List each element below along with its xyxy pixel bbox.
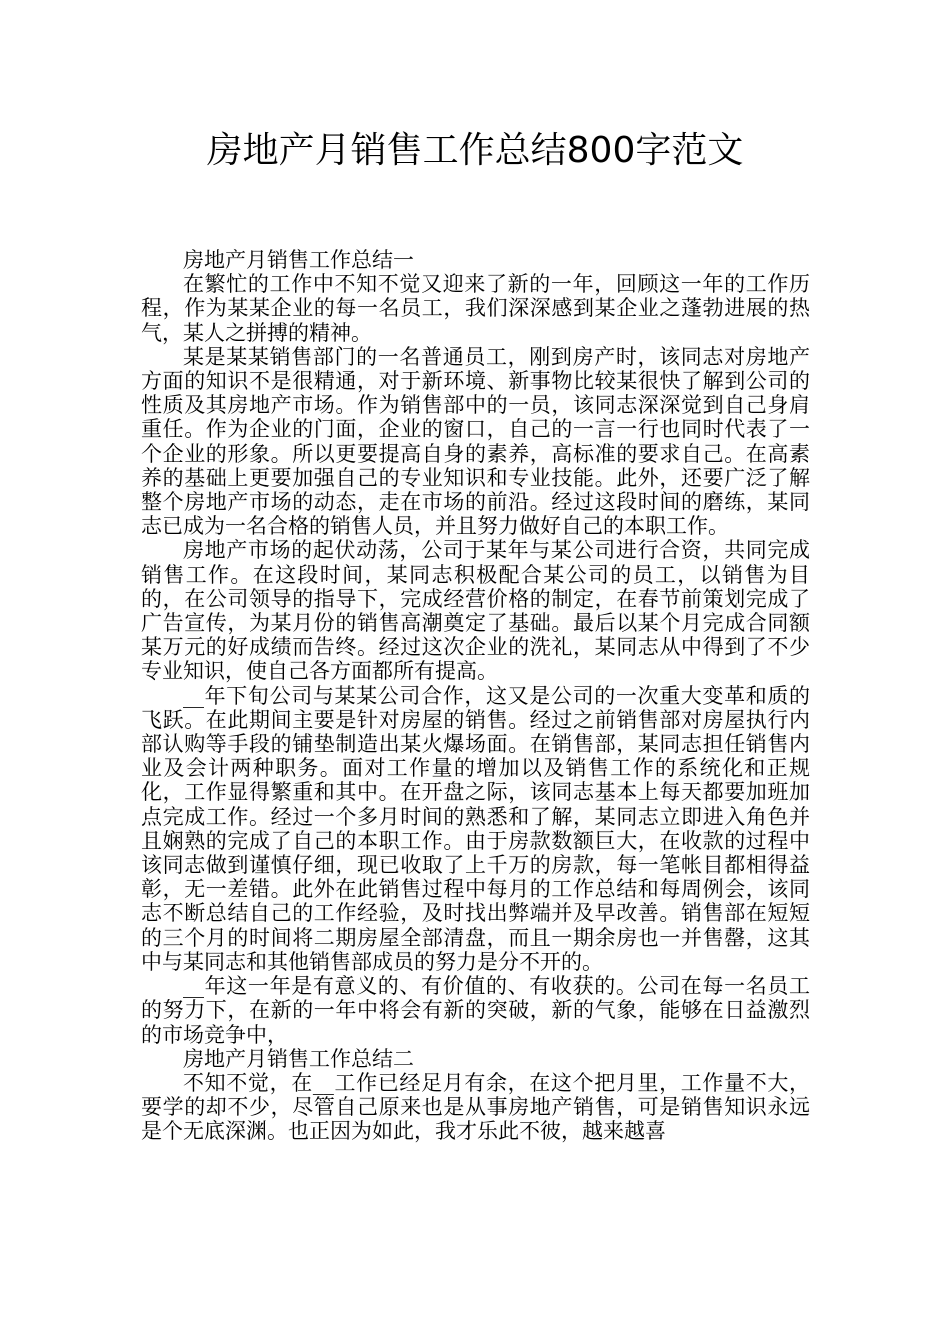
paragraph: __年这一年是有意义的、有价值的、有收获的。公司在每一名员工的努力下，在新的一年中将会有新的突破，新的气象，能够在日益激烈的市场竞争中， [141,974,810,1047]
page-title: 房地产月销售工作总结800字范文 [206,130,744,171]
paragraph: 房地产市场的起伏动荡，公司于某年与某公司进行合资，共同完成销售工作。在这段时间，某同志积极配合某公司的员工，以销售为目的，在公司领导的指导下，完成经营价格的制定，在春节前策划完成了广告宣传，为某月份的销售高潮奠定了基础。最后以某个月完成合同额某万元的好成绩而告终。经过这次企业的洗礼，某同志从中得到了不少专业知识，使自己各方面都所有提高。 [141,538,810,684]
paragraph: 某是某某销售部门的一名普通员工，刚到房产时，该同志对房地产方面的知识不是很精通，对于新环境、新事物比较某很快了解到公司的性质及其房地产市场。作为销售部中的一员，该同志深深觉到自己身肩重任。作为企业的门面，企业的窗口，自己的一言一行也同时代表了一个企业的形象。所以更要提高自身的素养，高标准的要求自己。在高素养的基础上更要加强自己的专业知识和专业技能。此外，还要广泛了解整个房地产市场的动态，走在市场的前沿。经过这段时间的磨练，某同志已成为一名合格的销售人员，并且努力做好自己的本职工作。 [141,344,810,539]
paragraph: 在繁忙的工作中不知不觉又迎来了新的一年，回顾这一年的工作历程，作为某某企业的每一名员工，我们深深感到某企业之蓬勃进展的热气，某人之拼搏的精神。 [141,272,810,345]
paragraph: 不知不觉，在__工作已经足月有余，在这个把月里，工作量不大，要学的却不少，尽管自己原来也是从事房地产销售，可是销售知识永远是个无底深渊。也正因为如此，我才乐此不彼，越来越喜 [141,1070,810,1144]
paragraph: __年下旬公司与某某公司合作，这又是公司的一次重大变革和质的飞跃。在此期间主要是针对房屋的销售。经过之前销售部对房屋执行内部认购等手段的铺垫制造出某火爆场面。在销售部，某同志担任销售内业及会计两种职务。面对工作量的增加以及销售工作的系统化和正规化，工作显得繁重和其中。在开盘之际，该同志基本上每天都要加班加点完成工作。经过一个多月时间的熟悉和了解，某同志立即进入角色并且娴熟的完成了自己的本职工作。由于房款数额巨大，在收款的过程中该同志做到谨慎仔细，现已收取了上千万的房款，每一笔帐目都相得益彰，无一差错。此外在此销售过程中每月的工作总结和每周例会，该同志不断总结自己的工作经验，及时找出弊端并及早改善。销售部在短短的三个月的时间将二期房屋全部清盘，而且一期余房也一并售罄，这其中与某同志和其他销售部成员的努力是分不开的。 [141,683,810,974]
section-heading-2: 房地产月销售工作总结二 [183,1046,414,1071]
section-heading-1: 房地产月销售工作总结一 [183,248,414,272]
document-body [141,248,810,1144]
